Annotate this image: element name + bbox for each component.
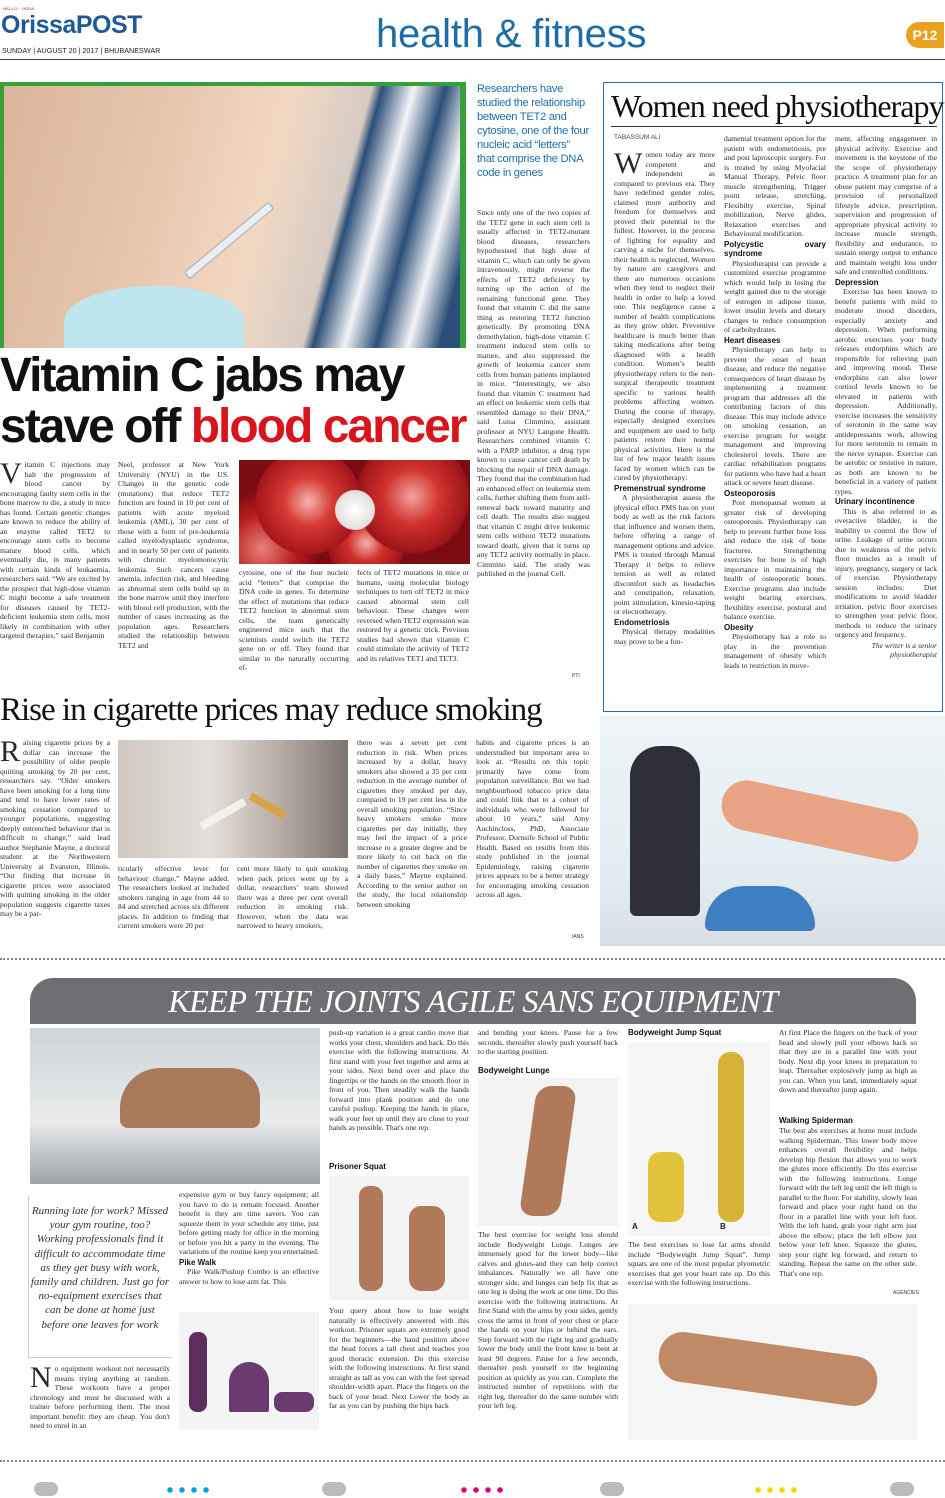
joints-text-intro: o equipment workout not necessarily means trying anything at random. These workouts have a proper chronology and must be discussed with a trainer before performing them. The most important benefit: they are cheap. You don't need to enrol in an	[30, 1364, 170, 1430]
physio-heading-depression: Depression	[835, 277, 879, 287]
color-dots-1	[164, 1487, 214, 1493]
label-b: B	[720, 1222, 726, 1231]
joints-col-2	[179, 1190, 319, 1310]
physio-exercise-photo	[600, 716, 945, 946]
joints-col-4b	[478, 1230, 618, 1436]
cigarette-dropcap: R	[0, 738, 21, 768]
cigarette-col-1	[0, 738, 110, 943]
vitamin-headline-line1: Vitamin C jabs may	[0, 349, 404, 402]
joints-text-4b: The best exercise for weight loss should include Bodyweight Lunge. Lunges are immensely good for the lower body—like calves and glutes-and they can help correct imbalances. Naturally we all have one stronger side, and lunges can help fix that as one leg is doing the work at one time. Do this exercise with the following instructions. At first Stand with the arms by your sides, gently cross the arms in front of your chest or place the hands on your hips or behind the ears. Step forward with the right leg and gradually lower the body until the front knee is bent at least 90 degrees. Pause for a few seconds, thereafter push yourself to the beginning position as quickly as you can. Complete the instructed number of repetitions with the right leg, thereafter do the same number with your left leg.	[478, 1230, 618, 1410]
joints-credit: AGENCIES	[893, 1290, 919, 1296]
joints-text-2a: expensive gym or buy fancy equipment; all you have to do is remain focused. Another benefit is they are time savers. You can squeeze them in your schedule any time, just before getting ready for office in the morning or before you hit a party in the evening. The variations of the routine keep you entertained.	[179, 1190, 319, 1256]
cigarette-headline: Rise in cigarette prices may reduce smoking	[0, 692, 542, 728]
physio-col-3	[835, 134, 937, 710]
woman-plank-figure	[717, 776, 923, 866]
cigarette-col-3	[237, 864, 348, 944]
physio-text-osteo: Post menopausal women at greater risk of developing osteoporosis. Physiotherapy can help to prevent further bone loss and reduce the risk of bone fractures. Strengthening exercises for bone is of high importance in maintaining the health of osteoporotic bones. Exercise programs also include weight bearing exercises, flexibility exercise, postural and balance exercise.	[724, 498, 826, 621]
color-dots-2	[458, 1487, 508, 1493]
reg-mark-2	[322, 1482, 346, 1496]
pushup-man-figure	[120, 1068, 260, 1128]
lunge-man-figure	[519, 1086, 577, 1216]
vitamin-col-3	[239, 568, 349, 682]
physio-text-endo: Physical therapy modalities may prove to be a fun-	[614, 627, 715, 646]
cigarette-col-2	[118, 864, 229, 944]
pike-figure-3	[274, 1392, 314, 1412]
vitamin-credit: PTI	[572, 673, 580, 679]
physio-text-depression: Exercise has been known to benefit patients with mild to moderate mood disorders, especially anxiety and depression. When performing aerobic exercises your body releases endorphins which are responsible for relieving pain and improving mood. These endorphins can also lower cortisol levels known to be elevated in patients with depression. Additionally, exercise increases the sensitivity of serotonin in the same way antidepressants work, allowing for more serotonin to remain in the nerve synapse. Exercise can be aerobic or resistive in nature, as both are known to be beneficial in a variety of patient types.	[835, 287, 937, 496]
joints-col-3b	[329, 1306, 469, 1436]
cigarette-piece-right	[249, 793, 288, 820]
page-badge: P12	[906, 22, 944, 48]
spiderman-figure	[656, 1329, 881, 1409]
blood-cells-photo	[239, 460, 470, 564]
joints-banner-text: KEEP THE JOINTS AGILE SANS EQUIPMENT	[168, 983, 778, 1019]
vitamin-text-1: itamin C injections may halt the progression of blood cancer by encouraging faulty stem cells in the bone marrow to die, a study in mice has found. Certain genetic changes are known to reduce the ability of an enzyme called TET2 to encourage stem cells to become mature blood cells, which eventually die, in many patients with certain kinds of leukaemia, researchers said. “We are excited by the prospect that high-dose vitamin C might become a safe treatment for diseases caused by TET2-deficient leukemia stem cells, most likely in combination with other targeted therapies,” said Benjamin	[0, 460, 110, 640]
reg-mark-4	[890, 1482, 914, 1496]
vitamin-pullquote: Researchers have studied the relationship between TET2 and cytosine, one of the four nucleic acid “letters” that comprise the DNA code in genes	[477, 83, 589, 179]
joints-text-3a: push-up variation is a great cardio move that works your chest, shoulders and back. Do this exercise with the following instructions. At first stand with your feet together and arms at your sides. Next bend over and place the fingertips or the hands on the smooth floor in front of you. Then steadily walk the hands forward into plank position and do one careful pushup. Keeping the hands in place, walk your feet up until they are close to your hands as possible. That's one rep.	[329, 1028, 469, 1132]
heading-pike-walk: Pike Walk	[179, 1257, 217, 1267]
physio-headline-rule	[611, 126, 937, 127]
brand-small: HELLO · INDIA	[3, 6, 35, 11]
heading-walking-spiderman: Walking Spiderman	[779, 1116, 853, 1125]
vitamin-col-2	[118, 460, 229, 682]
joints-text-pike: Pike Walk/Pushup Combo is an effective answer to how to lose arm fat. This	[179, 1267, 319, 1286]
joints-col-6a	[779, 1028, 917, 1110]
reg-mark-1	[34, 1482, 58, 1496]
heading-bodyweight-lunge: Bodyweight Lunge	[478, 1066, 550, 1075]
color-dots-3	[752, 1487, 802, 1493]
brand-logo[interactable]: OrissaPOST	[1, 11, 142, 39]
white-blood-cell	[335, 490, 375, 530]
physio-text-2: damental treatment option for the patient with endometriosis, pre and post laproscopic surgery. For is treated by using Myofacial Manual Therapy, Pelvic floor muscle strengthening, Trigger point release, stretching, Flexibilty exercise, Spinal mobilization, Nerve glides, Relaxation exercises and Behavioural modification.	[724, 134, 826, 238]
cigarette-text-3: cent more likely to quit smoking when pack prices went up by a dollar, researchers’ team showed there was a three per cent overall reduction in smoking risk. However, when the data was narrowed to heavy smokers,	[237, 864, 348, 930]
vitamin-text-2: Neel, professor at New York University (NYU) in the US. Changes in the genetic code (mutations) that reduce TET2 function are found in 10 per cent of patients with acute myeloid leukemia (AML), 30 per cent of those with a form of pre-leukemia called myelodysplastic syndrome, and in nearly 50 per cent of patients with chronic myelomonocytic leukemia. Such cancers cause anemia, infection risk, and bleeding as abnormal stem cells build up in the bone marrow until they interfere with blood cell production, with the number of cases increasing as the population ages. Researchers studied the relationship between TET2 and	[118, 460, 229, 650]
vitamin-text-3: cytosine, one of the four nucleic acid “letters” that comprise the DNA code in genes. To determine the effect of mutations that reduce TET2 function in abnormal stem cells, the team genetically engineered mice such that the scientists could switch the TET2 gene on or off. They found that similar to the naturally occurring ef-	[239, 568, 349, 672]
physio-heading-pms: Premenstrual syndrome	[614, 483, 706, 493]
spiderman-photo	[628, 1304, 917, 1440]
heading-prisoner-squat: Prisoner Squat	[329, 1162, 386, 1171]
physio-col-2	[724, 134, 826, 710]
injection-arm-photo	[4, 86, 460, 348]
physio-heading-pcos: Polycystic ovary syndrome	[724, 239, 826, 258]
joints-quote: Running late for work? Missed your gym routine, too? Working professionals find it difficult to accommodate time as they get busy with work, family and children. Just go for no-equipment exercises that can be done at home just before one leaves for work	[30, 1205, 170, 1331]
label-a: A	[632, 1222, 638, 1231]
jump-figure-b	[718, 1052, 744, 1222]
physio-heading-endo: Endometriosis	[614, 617, 670, 627]
heading-jump-squat: Bodyweight Jump Squat	[628, 1028, 722, 1037]
vitamin-headline-red: blood cancer	[190, 400, 466, 453]
joints-col-6b	[779, 1126, 917, 1296]
prisoner-squat-photo	[329, 1176, 469, 1300]
vitamin-dropcap: V	[0, 460, 22, 490]
masthead-rule	[0, 59, 945, 60]
cigarette-credit: IANS	[572, 934, 584, 940]
physio-signoff: The writer is a senior physiotherapist	[871, 640, 937, 659]
joints-banner	[30, 978, 916, 1024]
physio-text-urinary: This is also referred to as overactive bladder, is the inability to control the flow of urine. Leakage of urine occurs due to weakness of the pelvic floor muscles as a result of injury, pregnancy, surgery or lack of exercise. Physiotherapy session includes: Diet modifications to avoid bladder irritation, pelvic floor exercises to strengthen your pelvic floor, methods to reduce the urinary urgency and frequency.	[835, 506, 937, 639]
vitamin-col-4	[357, 568, 469, 682]
reg-mark-3	[600, 1482, 624, 1496]
physio-text-pcos: Physiotherapist can provide a customized exercise programme which would help in losing the weight gained due to the storage of estrogen in adipose tissue, lower insulin levels and dietary changes to reduce consumption of carbohydrates.	[724, 258, 826, 334]
lunge-photo	[478, 1078, 618, 1226]
joints-quote-frame	[28, 1196, 172, 1358]
physio-byline: TABASSUM ALI	[614, 134, 661, 141]
section-title: health & fitness	[376, 12, 647, 56]
syringe	[184, 202, 274, 280]
pushup-photo	[30, 1028, 320, 1184]
gloved-hand	[64, 286, 244, 348]
pike-figure-1	[189, 1332, 207, 1412]
broken-cigarette-photo	[118, 740, 348, 858]
bosu-ball	[705, 886, 815, 931]
vitamin-text-4: fects of TET2 mutations in mice or humans, using molecular biology techniques to turn off TET2 in mice caused abnormal stem cell behaviour. These changes were reversed when TET2 expression was restored by a genetic trick. Previous studies had shown that vitamin C could stimulate the activity of TET2 and its relatives TET1 and TET3.	[357, 568, 469, 663]
physio-text-heart: Physiotherapy can help to prevent the onset of heart disease, and reduce the negative consequences of heart disease by implementing a treatment program that addresses all the contributing factors of this disease. This may include advice on smoking cessation, an exercise program for weight management and improving cholesterol levels. There are cardiac rehabilitation programs for patients who have had a heart attack or severe heart disease.	[724, 345, 826, 487]
joints-col-3a	[329, 1028, 469, 1156]
physio-heading-obesity: Obesity	[724, 622, 754, 632]
joints-text-6a: At first Place the fingers on the back of your head and slowly pull your elbows back so that they are in a parallel line with your body. Next dip your knees in preparation to leap. Thereafter explosively jump as high as you can. When you land, immediately squat down and thereafter jump again.	[779, 1028, 917, 1094]
dateline: SUNDAY | AUGUST 20 | 2017 | BHUBANESWAR	[2, 46, 161, 55]
joints-intro	[30, 1364, 170, 1436]
physio-col-1	[614, 150, 715, 710]
vitamin-col-1	[0, 460, 110, 682]
physio-dropcap: W	[614, 150, 643, 180]
cigarette-text-2: ticularly effective lever for behaviour change,” Mayne added. The researchers looked at included smokers ranging in age from 44 to 84 and stretched across six different places. In addition to finding that current smokers were 20 per	[118, 864, 229, 930]
joints-col-5b	[628, 1240, 770, 1300]
squat-figure-2	[409, 1206, 445, 1291]
physio-heading-osteo: Osteoporosis	[724, 488, 776, 498]
cigarette-text-5: habits and cigarette prices is an understudied but important area to look at. “Results on this topic primarily have come from population surveillance. But we had neighbourhood tobacco price data and could link that to a cohort of individuals who were followed for about 10 years,” said Amy Auchincloss, PhD, Associate Professor, Dornsife School of Public Health. Based on results from this study published in the journal Epidemiology, raising cigarette prices appears to be a better strategy for encouraging smoking cessation across all ages.	[476, 738, 589, 899]
physio-text-intro: omen today are more competent and independent as compared to previous era. They have redefined gender roles, claimed more authority and freedom for themselves and proved their potential to the fullest. However, in the process of fighting for equality and carving a niche for themselves, their health is neglected. Women by nature are caregivers and there are numerous occasions when they tend to neglect their health in order to help a loved one. This negligence cause a number of health complications as they grow older. Preventive healthcare is much better than taking medications after being diagnosed with a health condition. Women’s health physiotherapy refers to the non-surgical therapeutic treatment specific to various health problems affecting women. During the course of therapy, especially designed exercises and equipment are used to help patients restore their normal physical activities. Here is the list of few major health issues faced by women which can be cured by physiotherapy:	[614, 150, 715, 482]
vitamin-col-5	[477, 208, 590, 673]
joints-dropcap: N	[30, 1364, 52, 1394]
masthead	[0, 0, 945, 62]
cigarette-col-5	[476, 738, 589, 934]
vitamin-text-5: Since only one of the two copies of the TET2 gene in each stem cell is usually affected in TET2-mutant blood diseases, researchers hypothesised that high dose of vitamin C, which can only be given intravenously, might reverse the effects of TET2 deficiency by turning up the action of the remaining functional gene. They found that vitamin C did the same thing as restoring TET2 function genetically. By promoting DNA demethylation, high-dose vitamin C treatment induced stem cells to mature, and also suppressed the growth of leukemia cancer stem cells from human patients implanted in mice. “Interestingly, we also found that vitamin C treatment had an effect on leukemic stem cells that resembled damage to their DNA,” said Luisa Cimmino, assistant professor at NYU Langone Health. Researchers combined vitamin C with a PARP inhibitor, a drug type known to cause cancer cell death by blocking the repair of DNA damage. They found that the combination had an enhanced effect on leukemia stem cells, further shifting them from self-renewal back toward maturity and cell death. The results also suggest that vitamin C might drive leukemic stem cells without TET2 mutations toward death, given that it turns up any TET2 activity normally in place, Cimmino said. The study was published in the journal Cell.	[477, 208, 590, 578]
joints-text-6b: The best abs exercises at home must include walking Spiderman. This lower body move enhances overall flexibility and helps develop hip flexion that allows you to work the glutes more efficiently. Do this exercise with the following instructions. Lunge forward with the left leg until the left thigh is parallel to the floor. For stability, slowly lean forward and place your right hand on the floor in a parallel line with your left foot. With the left hand, grab your right arm just above the elbow; place the left elbow just below your left knee. Squeeze the glutes, step your right leg forward, and return to standing. Repeat the same on the other side. That's one rep.	[779, 1126, 917, 1278]
vitamin-headline-line2: stave off	[0, 400, 191, 453]
vitamin-headline	[0, 350, 470, 452]
print-footer	[0, 1470, 945, 1498]
pike-figure-2	[229, 1362, 269, 1412]
physio-text-pms: A physiotherapist assess the physical effect PMS has on your body as well as the risk factors that influence and worsen them, before offering a range of management options and advice. PMS is treated through Manual Therapy it helps to relieve tension as well as related discomfort such as headaches and constipation, relaxation, point stimulation, kinesio-taping or electrotherapy.	[614, 493, 715, 616]
cigarette-col-4	[357, 738, 467, 943]
joints-text-4a: and bending your knees. Pause for a few seconds, thereafter slowly push yourself back to the starting position.	[478, 1028, 618, 1056]
physio-text-3: ment, affecting engagement in physical activity. Exercise and movement is the keystone of the the scope of physiotherapy practice. A treatment plan for an obese patient may comprise of a provision of personalized lifestyle advice, prescription, supervision and progression of appropriate physical activity to increase muscle strength, flexibility and endurance, to sustain energy output to enhance and maintain weight loss under safe and controlled conditions.	[835, 134, 937, 276]
jump-figure-a	[648, 1152, 684, 1222]
pike-walk-photo	[179, 1312, 319, 1430]
cigarette-piece-left	[199, 798, 246, 830]
physio-headline: Women need physiotherapy	[611, 88, 944, 124]
physio-heading-urinary: Urinary incontinence	[835, 497, 915, 506]
physio-heading-heart: Heart diseases	[724, 335, 781, 345]
joints-col-4a	[478, 1028, 618, 1058]
cigarette-text-1: aising cigarette prices by a dollar can increase the possibility of older people quitting smoking by 20 per cent, researchers say. “Older smokers have been smoking for a long time and tend to have lower rates of smoking cessation compared to younger populations, suggesting deeply entrenched behaviour that is difficult to change,” said lead author Stephanie Mayne, a doctoral student at the Northwestern University at Evanston, Illinois. “Our finding that increase in cigarette prices were associated with quitting smoking in the older population suggests cigarette taxes may be a par-	[0, 738, 110, 918]
squat-figure-1	[359, 1186, 383, 1291]
cigarette-text-4: there was a seven per cent reduction in risk. When prices increased by a dollar, heavy smokers also showed a 35 per cent reduction in the average number of cigarettes they smoked per day, compared to 19 per cent less in the overall smoking population. “Since heavy smokers smoke more cigarettes per day initially, they may feel the impact of a price increase to a greater degree and be more likely to cut back on the number of cigarettes they smoke on a daily basis,” Mayne explained. According to the senior author on the study, the local relationship between smoking	[357, 738, 467, 909]
vitamin-photo-frame	[0, 82, 466, 348]
physio-text-obesity: Physiotherapy has a role to play in the prevention management of obesity which leads to restriction in move-	[724, 632, 826, 670]
joints-text-3b: Your query about how to lose weight naturally is effectively answered with this workout. Prisoner squats are extremely good for the beginners—the hand position above the head forces a tall chest and teaches you good thoracic extension. Do this exercise with the following instructions. At first stand straight as tall as you can with the feet spread shoulder-width apart. Place the fingers on the back of your head. Next Lower the body as far as you can by pushing the hips back	[329, 1306, 469, 1410]
joints-text-5b: The best exercises to lose fat arms should include “Bodyweight Jump Squat”. Jump squats are one of the most popular plyometric exercises that get your heart rate up. Do this exercise with the following instructions.	[628, 1240, 770, 1287]
jump-squat-photo	[628, 1042, 770, 1236]
trainer-figure	[630, 746, 700, 916]
